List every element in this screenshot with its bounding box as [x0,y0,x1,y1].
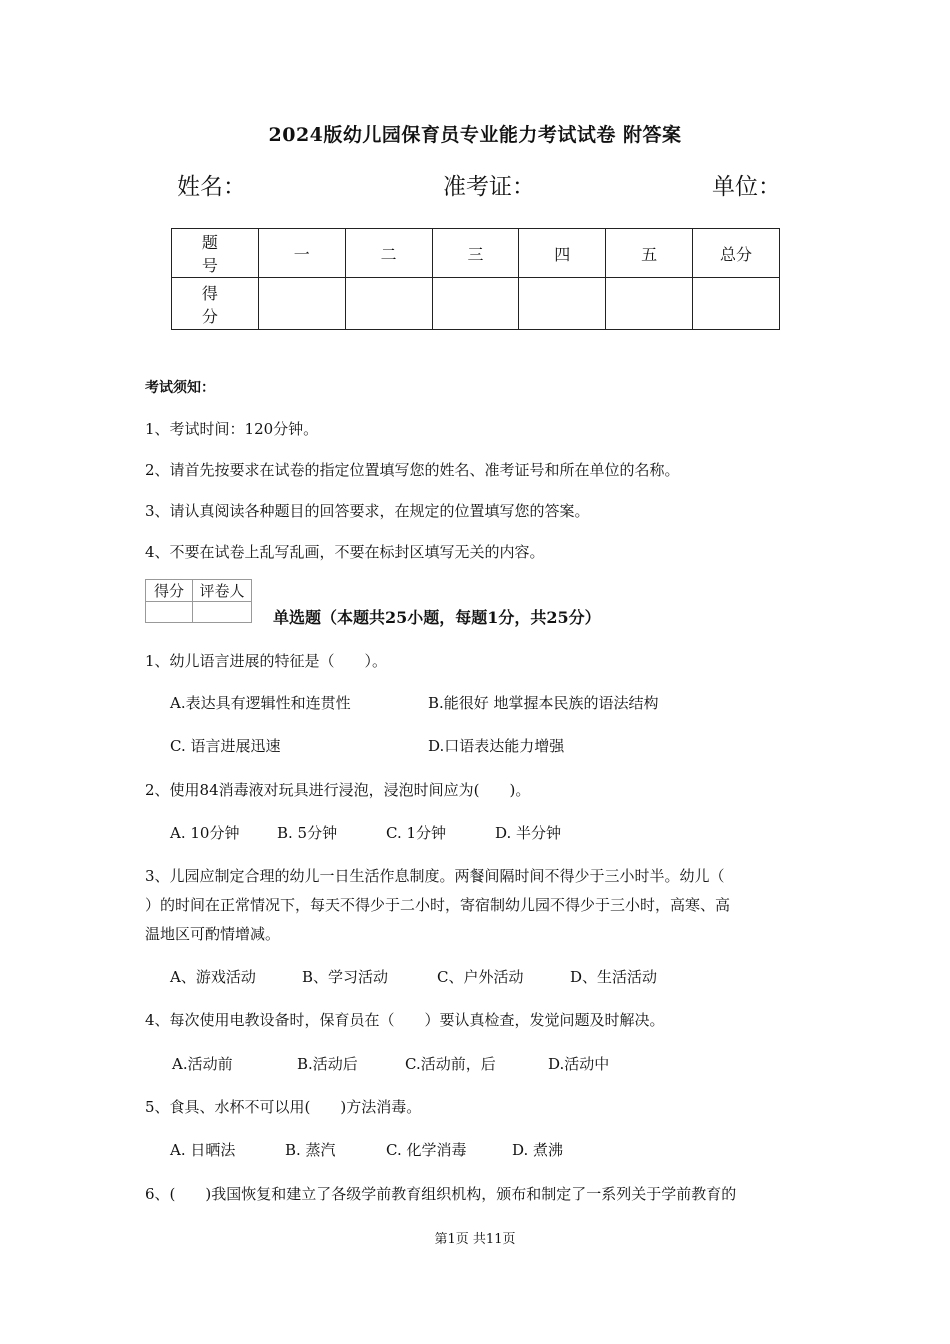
question-stem: 4、每次使用电教设备时，保育员在（ ）要认真检查，发觉问题及时解决。 [145,1011,665,1029]
score-row-label: 得 分 [172,278,259,330]
score-input-cell[interactable] [258,278,345,330]
grader-score-cell[interactable] [146,602,193,623]
answer-option[interactable]: A.表达具有逻辑性和连贯性 [170,694,351,712]
score-header-cell: 二 [345,229,432,278]
question-stem: 1、幼儿语言进展的特征是（ ）。 [145,652,388,670]
answer-option[interactable]: A. 日晒法 [170,1141,236,1159]
answer-option[interactable]: C、户外活动 [437,968,524,986]
answer-option[interactable]: D.活动中 [548,1055,610,1073]
answer-option[interactable]: C. 1分钟 [386,824,447,842]
grader-reviewer-cell[interactable] [193,602,252,623]
question-stem: 6、( )我国恢复和建立了各级学前教育组织机构，颁布和制定了一系列关于学前教育的 [145,1185,737,1203]
question-stem: 2、使用84消毒液对玩具进行浸泡，浸泡时间应为( )。 [145,781,531,799]
grader-box [145,579,252,623]
answer-option[interactable]: D. 半分钟 [495,824,562,842]
score-header-cell: 题 号 [172,229,259,278]
question-stem: 5、食具、水杯不可以用( )方法消毒。 [145,1098,422,1116]
answer-option[interactable]: B.能很好 地掌握本民族的语法结构 [428,694,659,712]
section-title: 单选题（本题共25小题，每题1分，共25分） [273,608,601,627]
score-input-cell[interactable] [519,278,606,330]
score-header-cell: 总分 [693,229,780,278]
notice-item: 2、请首先按要求在试卷的指定位置填写您的姓名、准考证号和所在单位的名称。 [145,461,680,479]
grader-score-label: 得分 [146,580,193,602]
score-header-cell: 三 [432,229,519,278]
question-stem: 温地区可酌情增减。 [145,925,281,943]
answer-option[interactable]: C. 化学消毒 [386,1141,467,1159]
answer-option[interactable]: B、学习活动 [302,968,389,986]
answer-option[interactable]: C.活动前，后 [405,1055,496,1073]
question-stem: ）的时间在正常情况下，每天不得少于二小时，寄宿制幼儿园不得少于三小时，高寒、高 [145,896,731,914]
score-input-cell[interactable] [606,278,693,330]
page-title: 2024版幼儿园保育员专业能力考试试卷 附答案 [268,124,682,146]
notice-heading: 考试须知： [145,380,215,396]
score-input-cell[interactable] [432,278,519,330]
score-input-cell[interactable] [345,278,432,330]
score-header-cell: 四 [519,229,606,278]
score-input-cell[interactable] [693,278,780,330]
score-table-score-row [172,278,780,330]
score-table [171,228,780,330]
name-label: 姓名： [177,174,246,200]
answer-option[interactable]: D. 煮沸 [512,1141,564,1159]
answer-option[interactable]: A. 10分钟 [170,824,240,842]
answer-option[interactable]: D.口语表达能力增强 [428,737,565,755]
answer-option[interactable]: A、游戏活动 [170,968,256,986]
answer-option[interactable]: B. 5分钟 [277,824,338,842]
exam-id-label: 准考证： [443,174,535,200]
page-footer: 第1页 共11页 [434,1232,516,1247]
notice-item: 4、不要在试卷上乱写乱画，不要在标封区填写无关的内容。 [145,543,545,561]
answer-option[interactable]: C. 语言进展迅速 [170,737,281,755]
question-stem: 3、儿园应制定合理的幼儿一日生活作息制度。两餐间隔时间不得少于三小时半。幼儿（ [145,867,725,885]
notice-item: 1、考试时间：120分钟。 [145,420,319,438]
answer-option[interactable]: A.活动前 [172,1055,233,1073]
unit-label: 单位： [712,174,781,200]
answer-option[interactable]: B.活动后 [297,1055,358,1073]
answer-option[interactable]: D、生活活动 [570,968,658,986]
score-table-header-row [172,229,780,278]
notice-item: 3、请认真阅读各种题目的回答要求，在规定的位置填写您的答案。 [145,502,590,520]
score-header-cell: 一 [258,229,345,278]
grader-reviewer-label: 评卷人 [193,580,252,602]
score-header-cell: 五 [606,229,693,278]
answer-option[interactable]: B. 蒸汽 [285,1141,336,1159]
